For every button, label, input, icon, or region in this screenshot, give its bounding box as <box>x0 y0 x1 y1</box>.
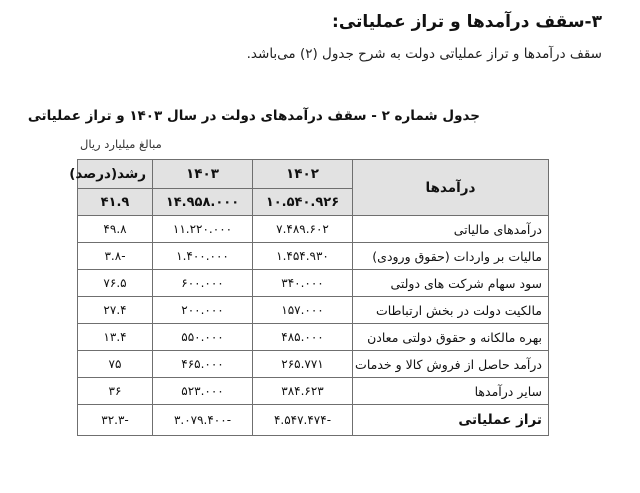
unit-note: مبالغ میلیارد ریال <box>80 137 162 151</box>
row-label: بهره مالکانه و حقوق دولتی معادن <box>353 324 549 351</box>
row-1402: ۲۶۵.۷۷۱ <box>253 351 353 378</box>
header-growth: رشد(درصد) <box>78 160 153 189</box>
row-1403: ۲۰۰.۰۰۰ <box>153 297 253 324</box>
row-growth: ۴۹.۸ <box>78 216 153 243</box>
row-1402: ۷.۴۸۹.۶۰۲ <box>253 216 353 243</box>
row-1402: ۱.۴۵۴.۹۳۰ <box>253 243 353 270</box>
row-label: سود سهام شرکت های دولتی <box>353 270 549 297</box>
table-row <box>78 216 549 243</box>
row-1402: ۴۸۵.۰۰۰ <box>253 324 353 351</box>
section-heading: ۳-سقف درآمدها و تراز عملیاتی: <box>332 12 602 32</box>
total-1403: ۱۴.۹۵۸.۰۰۰ <box>153 189 253 216</box>
balance-growth: -۳۲.۳ <box>78 405 153 436</box>
header-1402: ۱۴۰۲ <box>253 160 353 189</box>
operating-balance-row <box>78 405 549 436</box>
balance-label: تراز عملیاتی <box>353 405 549 436</box>
row-growth: ۱۳.۴ <box>78 324 153 351</box>
row-1402: ۳۸۴.۶۲۳ <box>253 378 353 405</box>
row-growth: ۷۵ <box>78 351 153 378</box>
revenue-table <box>69 159 549 436</box>
row-1403: ۱۱.۲۲۰.۰۰۰ <box>153 216 253 243</box>
table-row <box>78 378 549 405</box>
row-1403: ۶۰۰.۰۰۰ <box>153 270 253 297</box>
row-label: درآمدهای مالیاتی <box>353 216 549 243</box>
row-1403: ۵۵۰.۰۰۰ <box>153 324 253 351</box>
table-row <box>78 243 549 270</box>
intro-paragraph: سقف درآمدها و تراز عملیاتی دولت به شرح جدول (۲) می‌باشد. <box>246 46 602 62</box>
table-row <box>78 270 549 297</box>
balance-1402: -۴.۵۴۷.۴۷۴ <box>253 405 353 436</box>
row-1403: ۱.۴۰۰.۰۰۰ <box>153 243 253 270</box>
header-revenues: درآمدها <box>353 160 549 216</box>
balance-1403: -۳.۰۷۹.۴۰۰ <box>153 405 253 436</box>
row-growth: ۷۶.۵ <box>78 270 153 297</box>
row-1403: ۵۲۳.۰۰۰ <box>153 378 253 405</box>
table-header-row <box>78 160 549 189</box>
row-label: سایر درآمدها <box>353 378 549 405</box>
row-growth: -۳.۸ <box>78 243 153 270</box>
row-label: درآمد حاصل از فروش کالا و خدمات <box>353 351 549 378</box>
row-1402: ۱۵۷.۰۰۰ <box>253 297 353 324</box>
table-row <box>78 324 549 351</box>
table-row <box>78 351 549 378</box>
row-1403: ۴۶۵.۰۰۰ <box>153 351 253 378</box>
total-1402: ۱۰.۵۴۰.۹۲۶ <box>253 189 353 216</box>
row-growth: ۲۷.۴ <box>78 297 153 324</box>
table-caption: جدول شماره ۲ - سقف درآمدهای دولت در سال ۱۴۰۳ و تراز عملیاتی <box>27 108 480 124</box>
total-growth: ۴۱.۹ <box>78 189 153 216</box>
row-label: مالکیت دولت در بخش ارتباطات <box>353 297 549 324</box>
header-1403: ۱۴۰۳ <box>153 160 253 189</box>
table-row <box>78 297 549 324</box>
row-1402: ۳۴۰.۰۰۰ <box>253 270 353 297</box>
row-growth: ۳۶ <box>78 378 153 405</box>
row-label: مالیات بر واردات (حقوق ورودی) <box>353 243 549 270</box>
